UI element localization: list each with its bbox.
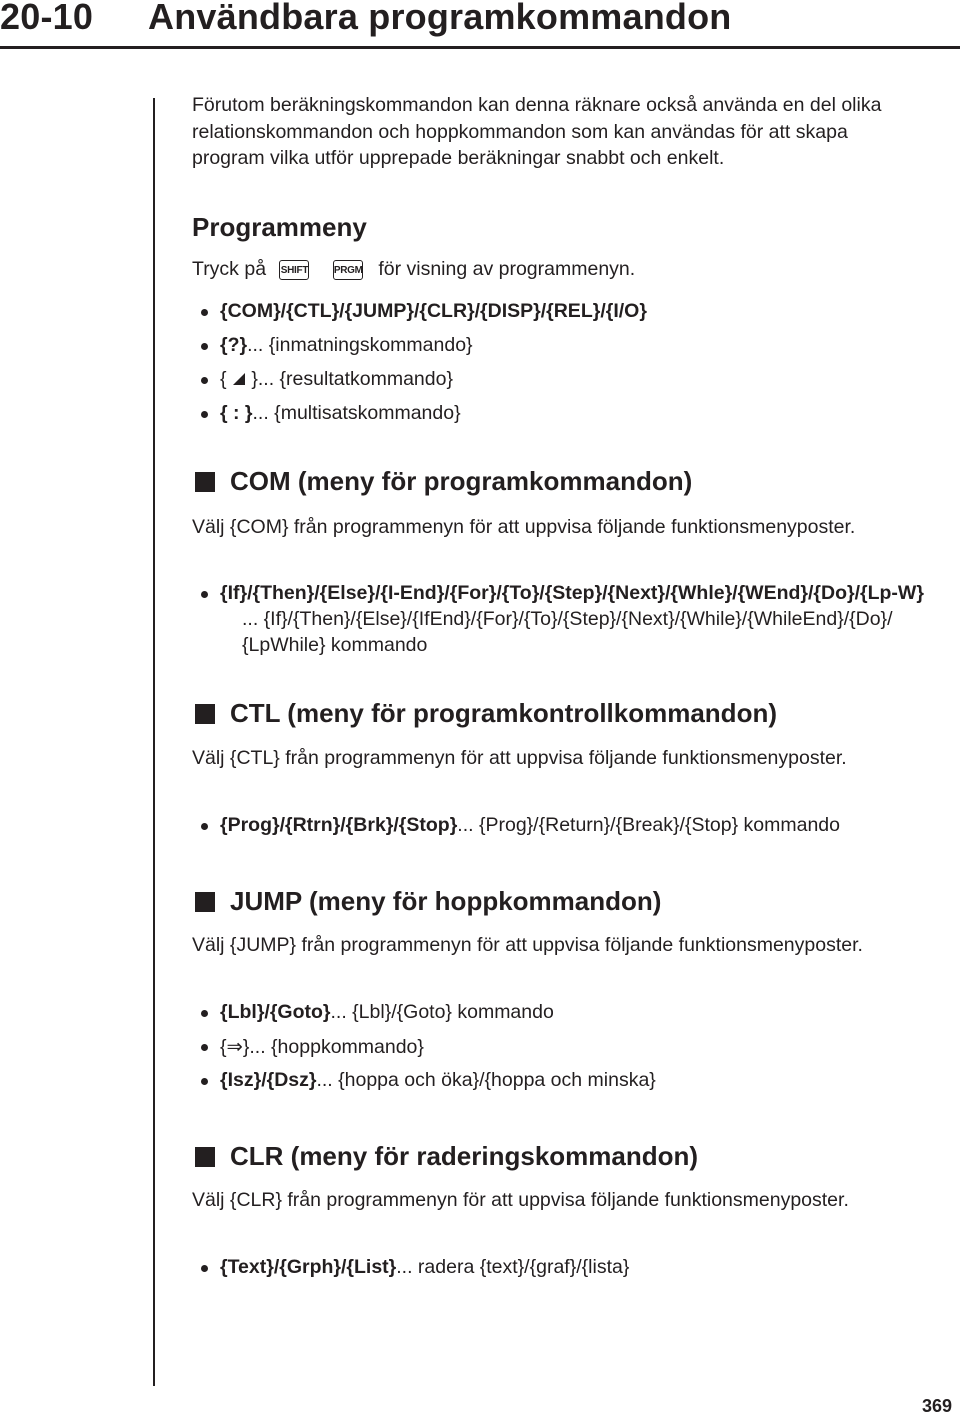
prgm-key-icon: PRGM — [333, 260, 363, 280]
ctl-title-text: CTL (meny för programkontrollkommandon) — [230, 698, 777, 728]
input-command-bullet — [192, 334, 473, 357]
multi-command-bullet — [192, 402, 461, 425]
jump-item: {Isz}/{Dsz} — [220, 1069, 317, 1091]
jump-item-bullet — [192, 1001, 554, 1024]
bullet-icon — [201, 591, 208, 598]
page-header — [0, 0, 960, 54]
com-section-title — [192, 466, 692, 497]
intro-paragraph — [192, 92, 932, 172]
press-instruction — [192, 258, 635, 281]
header-rule — [0, 46, 960, 49]
input-key: {?} — [220, 334, 248, 356]
clr-items-bullet — [192, 1256, 629, 1279]
intro-line: relationskommandon och hoppkommandon som kan användas för att skapa — [192, 120, 848, 143]
section-number: 20-10 — [0, 0, 94, 37]
jump-item-bullet — [192, 1069, 656, 1092]
bullet-icon — [201, 377, 208, 384]
jump-item: {⇒} — [220, 1036, 250, 1058]
press-suffix: för visning av programmenyn. — [378, 258, 636, 280]
jump-desc: ... {hoppkommando} — [249, 1036, 424, 1058]
bullet-icon — [201, 309, 208, 316]
bullet-icon — [201, 343, 208, 350]
section-title: Användbara programkommandon — [148, 0, 732, 37]
press-prefix: Tryck på — [192, 258, 267, 280]
brace-open: { — [220, 368, 227, 390]
com-items-bullet — [192, 582, 924, 605]
shift-key-icon: SHIFT — [279, 260, 309, 280]
ctl-select-text: Välj {CTL} från programmenyn för att uppvisa följande funktionsmenyposter. — [192, 747, 847, 769]
output-triangle-icon — [232, 372, 246, 386]
page-number: 369 — [922, 1396, 953, 1416]
bullet-icon — [201, 1010, 208, 1017]
clr-desc: ... radera {text}/{graf}/{lista} — [396, 1256, 630, 1278]
clr-section-title — [192, 1141, 698, 1172]
bullet-icon — [201, 1265, 208, 1272]
square-bullet-icon — [195, 1147, 215, 1167]
com-desc-line: ... {If}/{Then}/{Else}/{IfEnd}/{For}/{To}/{Step}/{Next}/{While}/{WhileEnd}/{Do}/ — [242, 608, 893, 630]
clr-items: {Text}/{Grph}/{List} — [220, 1256, 397, 1278]
page-title — [0, 0, 732, 38]
jump-desc: ... {Lbl}/{Goto} kommando — [330, 1001, 554, 1023]
com-items: {If}/{Then}/{Else}/{I-End}/{For}/{To}/{Step}/{Next}/{Whle}/{WEnd}/{Do}/{Lp-W} — [220, 582, 924, 604]
margin-rule — [153, 98, 155, 1386]
square-bullet-icon — [195, 704, 215, 724]
jump-desc: ... {hoppa och öka}/{hoppa och minska} — [316, 1069, 656, 1091]
jump-section-title — [192, 886, 661, 917]
ctl-desc: ... {Prog}/{Return}/{Break}/{Stop} kommando — [457, 814, 840, 836]
jump-title-text: JUMP (meny för hoppkommandon) — [230, 886, 662, 916]
clr-title-text: CLR (meny för raderingskommandon) — [230, 1141, 699, 1171]
clr-select-text: Välj {CLR} från programmenyn för att uppvisa följande funktionsmenyposter. — [192, 1189, 849, 1211]
square-bullet-icon — [195, 892, 215, 912]
programmeny-heading: Programmeny — [192, 212, 367, 242]
bullet-icon — [201, 411, 208, 418]
ctl-items: {Prog}/{Rtrn}/{Brk}/{Stop} — [220, 814, 458, 836]
output-desc: ... {resultatkommando} — [257, 368, 453, 390]
input-desc: ... {inmatningskommando} — [247, 334, 473, 356]
jump-item: {Lbl}/{Goto} — [220, 1001, 331, 1023]
brace-close: } — [251, 368, 258, 390]
output-command-bullet — [192, 368, 453, 391]
bullet-icon — [201, 823, 208, 830]
menu-items-bullet — [192, 300, 647, 323]
intro-line: Förutom beräkningskommandon kan denna räknare också använda en del olika — [192, 94, 882, 116]
com-title-text: COM (meny för programkommandon) — [230, 466, 693, 496]
multi-desc: ... {multisatskommando} — [252, 402, 461, 424]
jump-item-bullet — [192, 1035, 424, 1059]
menu-items: {COM}/{CTL}/{JUMP}/{CLR}/{DISP}/{REL}/{I/O} — [220, 300, 647, 322]
bullet-icon — [201, 1044, 208, 1051]
com-select-text: Välj {COM} från programmenyn för att uppvisa följande funktionsmenyposter. — [192, 516, 856, 538]
intro-line: program vilka utför upprepade beräkningar snabbt och enkelt. — [192, 147, 725, 169]
com-desc-line: {LpWhile} kommando — [242, 634, 428, 656]
jump-select-text: Välj {JUMP} från programmenyn för att uppvisa följande funktionsmenyposter. — [192, 934, 863, 956]
multi-key: { : } — [220, 402, 253, 424]
square-bullet-icon — [195, 472, 215, 492]
ctl-items-bullet — [192, 814, 840, 837]
ctl-section-title — [192, 698, 777, 729]
bullet-icon — [201, 1078, 208, 1085]
